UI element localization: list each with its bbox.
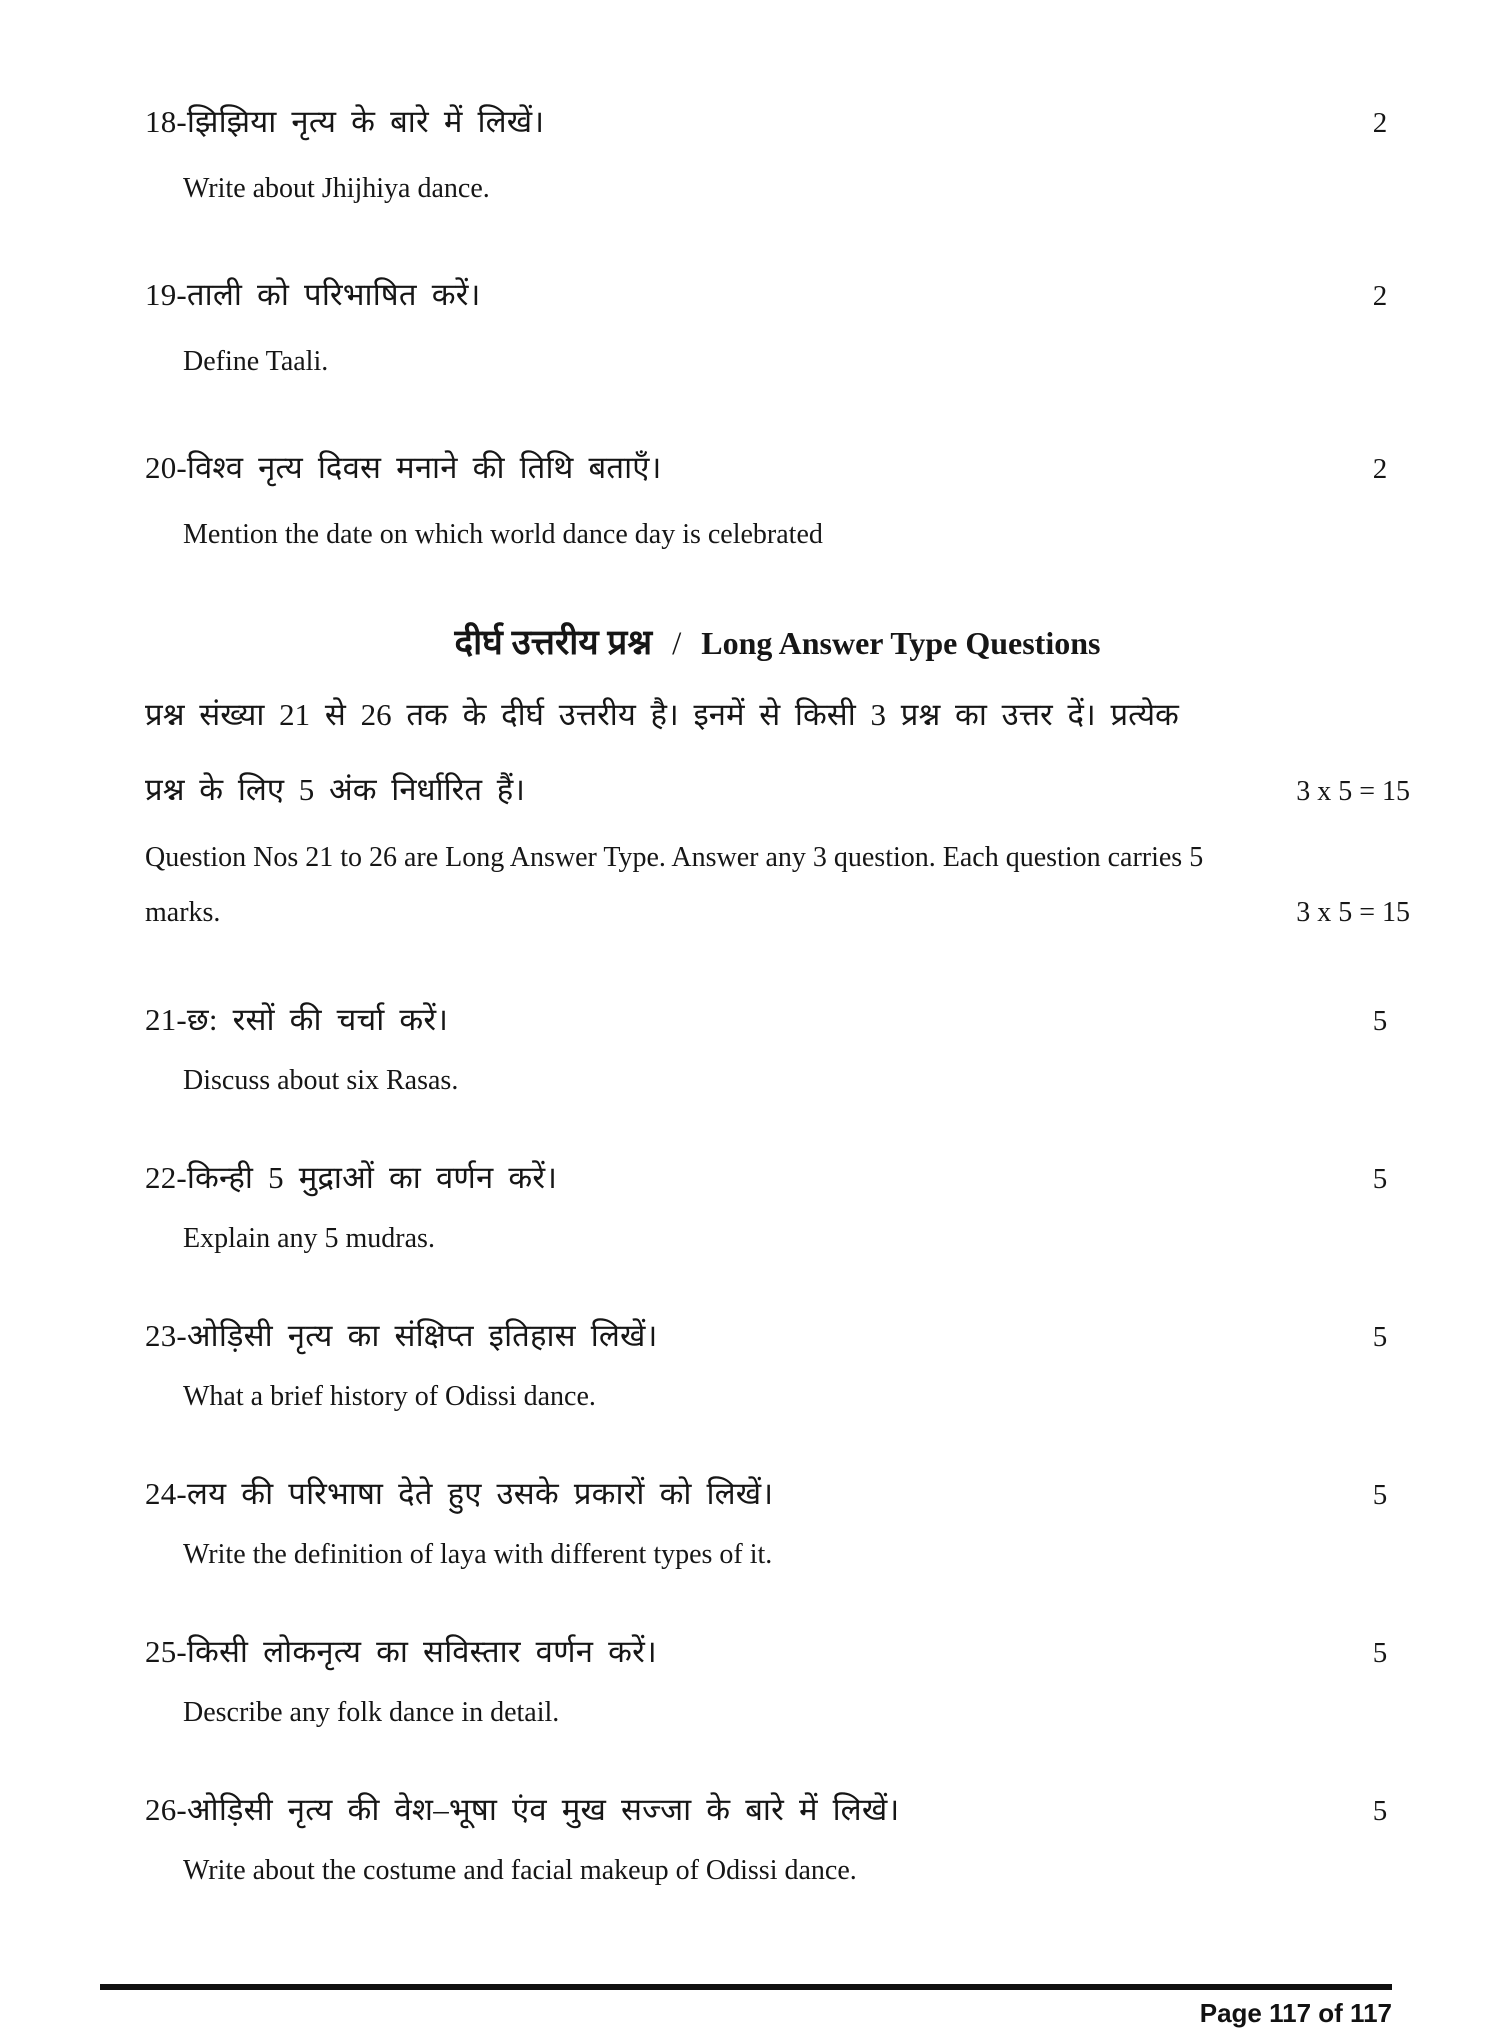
question-line xyxy=(145,1630,1410,1674)
page-number: Page 117 of 117 xyxy=(1199,1998,1392,2028)
question-english-text: Mention the date on which world dance day is celebrated xyxy=(183,519,823,550)
question-english-text: Explain any 5 mudras. xyxy=(183,1223,435,1254)
question-english-text: What a brief history of Odissi dance. xyxy=(183,1381,596,1412)
long-questions-section xyxy=(145,998,1410,1890)
question-english-text: Write about Jhijhiya dance. xyxy=(183,173,490,204)
section-heading-hindi: दीर्घ उत्तरीय प्रश्न xyxy=(454,623,653,662)
question-hindi-text: 22-किन्ही 5 मुद्राओं का वर्णन करें। xyxy=(145,1160,558,1195)
question-20 xyxy=(145,446,1410,554)
question-marks: 2 xyxy=(1372,107,1388,139)
question-25 xyxy=(145,1630,1410,1732)
question-english-text: Discuss about six Rasas. xyxy=(183,1065,459,1096)
question-line xyxy=(145,446,1410,490)
section-heading-english: Long Answer Type Questions xyxy=(701,625,1101,661)
question-marks: 5 xyxy=(1372,1479,1388,1511)
question-marks: 2 xyxy=(1372,280,1388,312)
question-line xyxy=(145,1156,1410,1200)
short-questions-section xyxy=(145,100,1410,554)
question-23 xyxy=(145,1314,1410,1416)
question-marks: 5 xyxy=(1372,1163,1388,1195)
instructions-hindi-line2: प्रश्न के लिए 5 अंक निर्धारित हैं। xyxy=(145,772,525,807)
question-hindi-text: 24-लय की परिभाषा देते हुए उसके प्रकारों को लिखें। xyxy=(145,1476,774,1511)
page-footer xyxy=(100,1984,1392,2029)
question-18 xyxy=(145,100,1410,208)
question-line xyxy=(145,100,1410,144)
question-21 xyxy=(145,998,1410,1100)
question-24 xyxy=(145,1472,1410,1574)
question-hindi-text: 18-झिझिया नृत्य के बारे में लिखें। xyxy=(145,104,545,139)
instructions-english-line1: Question Nos 21 to 26 are Long Answer Type. Answer any 3 question. Each question carries 5 xyxy=(145,842,1204,873)
question-hindi-text: 25-किसी लोकनृत्य का सविस्तार वर्णन करें। xyxy=(145,1634,657,1669)
question-line xyxy=(145,1314,1410,1358)
question-hindi-text: 19-ताली को परिभाषित करें। xyxy=(145,277,481,312)
instructions-english-line2: marks. xyxy=(145,897,221,928)
section-heading-separator: / xyxy=(672,626,682,662)
instructions-hindi-line2-row xyxy=(145,768,1410,812)
question-english-text: Write the definition of laya with different types of it. xyxy=(183,1539,773,1570)
question-line xyxy=(145,998,1410,1042)
question-marks: 5 xyxy=(1372,1321,1388,1353)
question-marks: 5 xyxy=(1372,1005,1388,1037)
question-line xyxy=(145,1472,1410,1516)
question-hindi-text: 23-ओड़िसी नृत्य का संक्षिप्त इतिहास लिखें। xyxy=(145,1318,658,1353)
instructions-english-line2-row xyxy=(145,893,1410,933)
question-hindi-text: 21-छ: रसों की चर्चा करें। xyxy=(145,1002,449,1037)
question-hindi-text: 20-विश्व नृत्य दिवस मनाने की तिथि बताएँ। xyxy=(145,450,662,485)
question-english-text: Write about the costume and facial makeup of Odissi dance. xyxy=(183,1855,857,1886)
instructions-hindi-total-marks: 3 x 5 = 15 xyxy=(1296,776,1410,807)
question-19 xyxy=(145,273,1410,381)
question-26 xyxy=(145,1788,1410,1890)
question-line xyxy=(145,273,1410,317)
question-marks: 5 xyxy=(1372,1795,1388,1827)
question-english-text: Define Taali. xyxy=(183,346,329,377)
instructions-section xyxy=(145,693,1410,933)
question-english-text: Describe any folk dance in detail. xyxy=(183,1697,560,1728)
instructions-english-total-marks: 3 x 5 = 15 xyxy=(1296,897,1410,928)
section-heading xyxy=(145,619,1410,671)
question-line xyxy=(145,1788,1410,1832)
question-marks: 5 xyxy=(1372,1637,1388,1669)
question-marks: 2 xyxy=(1372,453,1388,485)
instructions-hindi-line1: प्रश्न संख्या 21 से 26 तक के दीर्घ उत्तरीय है। इनमें से किसी 3 प्रश्न का उत्तर दें। प्रत्येक xyxy=(145,697,1179,732)
question-hindi-text: 26-ओड़िसी नृत्य की वेश–भूषा एंव मुख सज्जा के बारे में लिखें। xyxy=(145,1792,900,1827)
question-22 xyxy=(145,1156,1410,1258)
